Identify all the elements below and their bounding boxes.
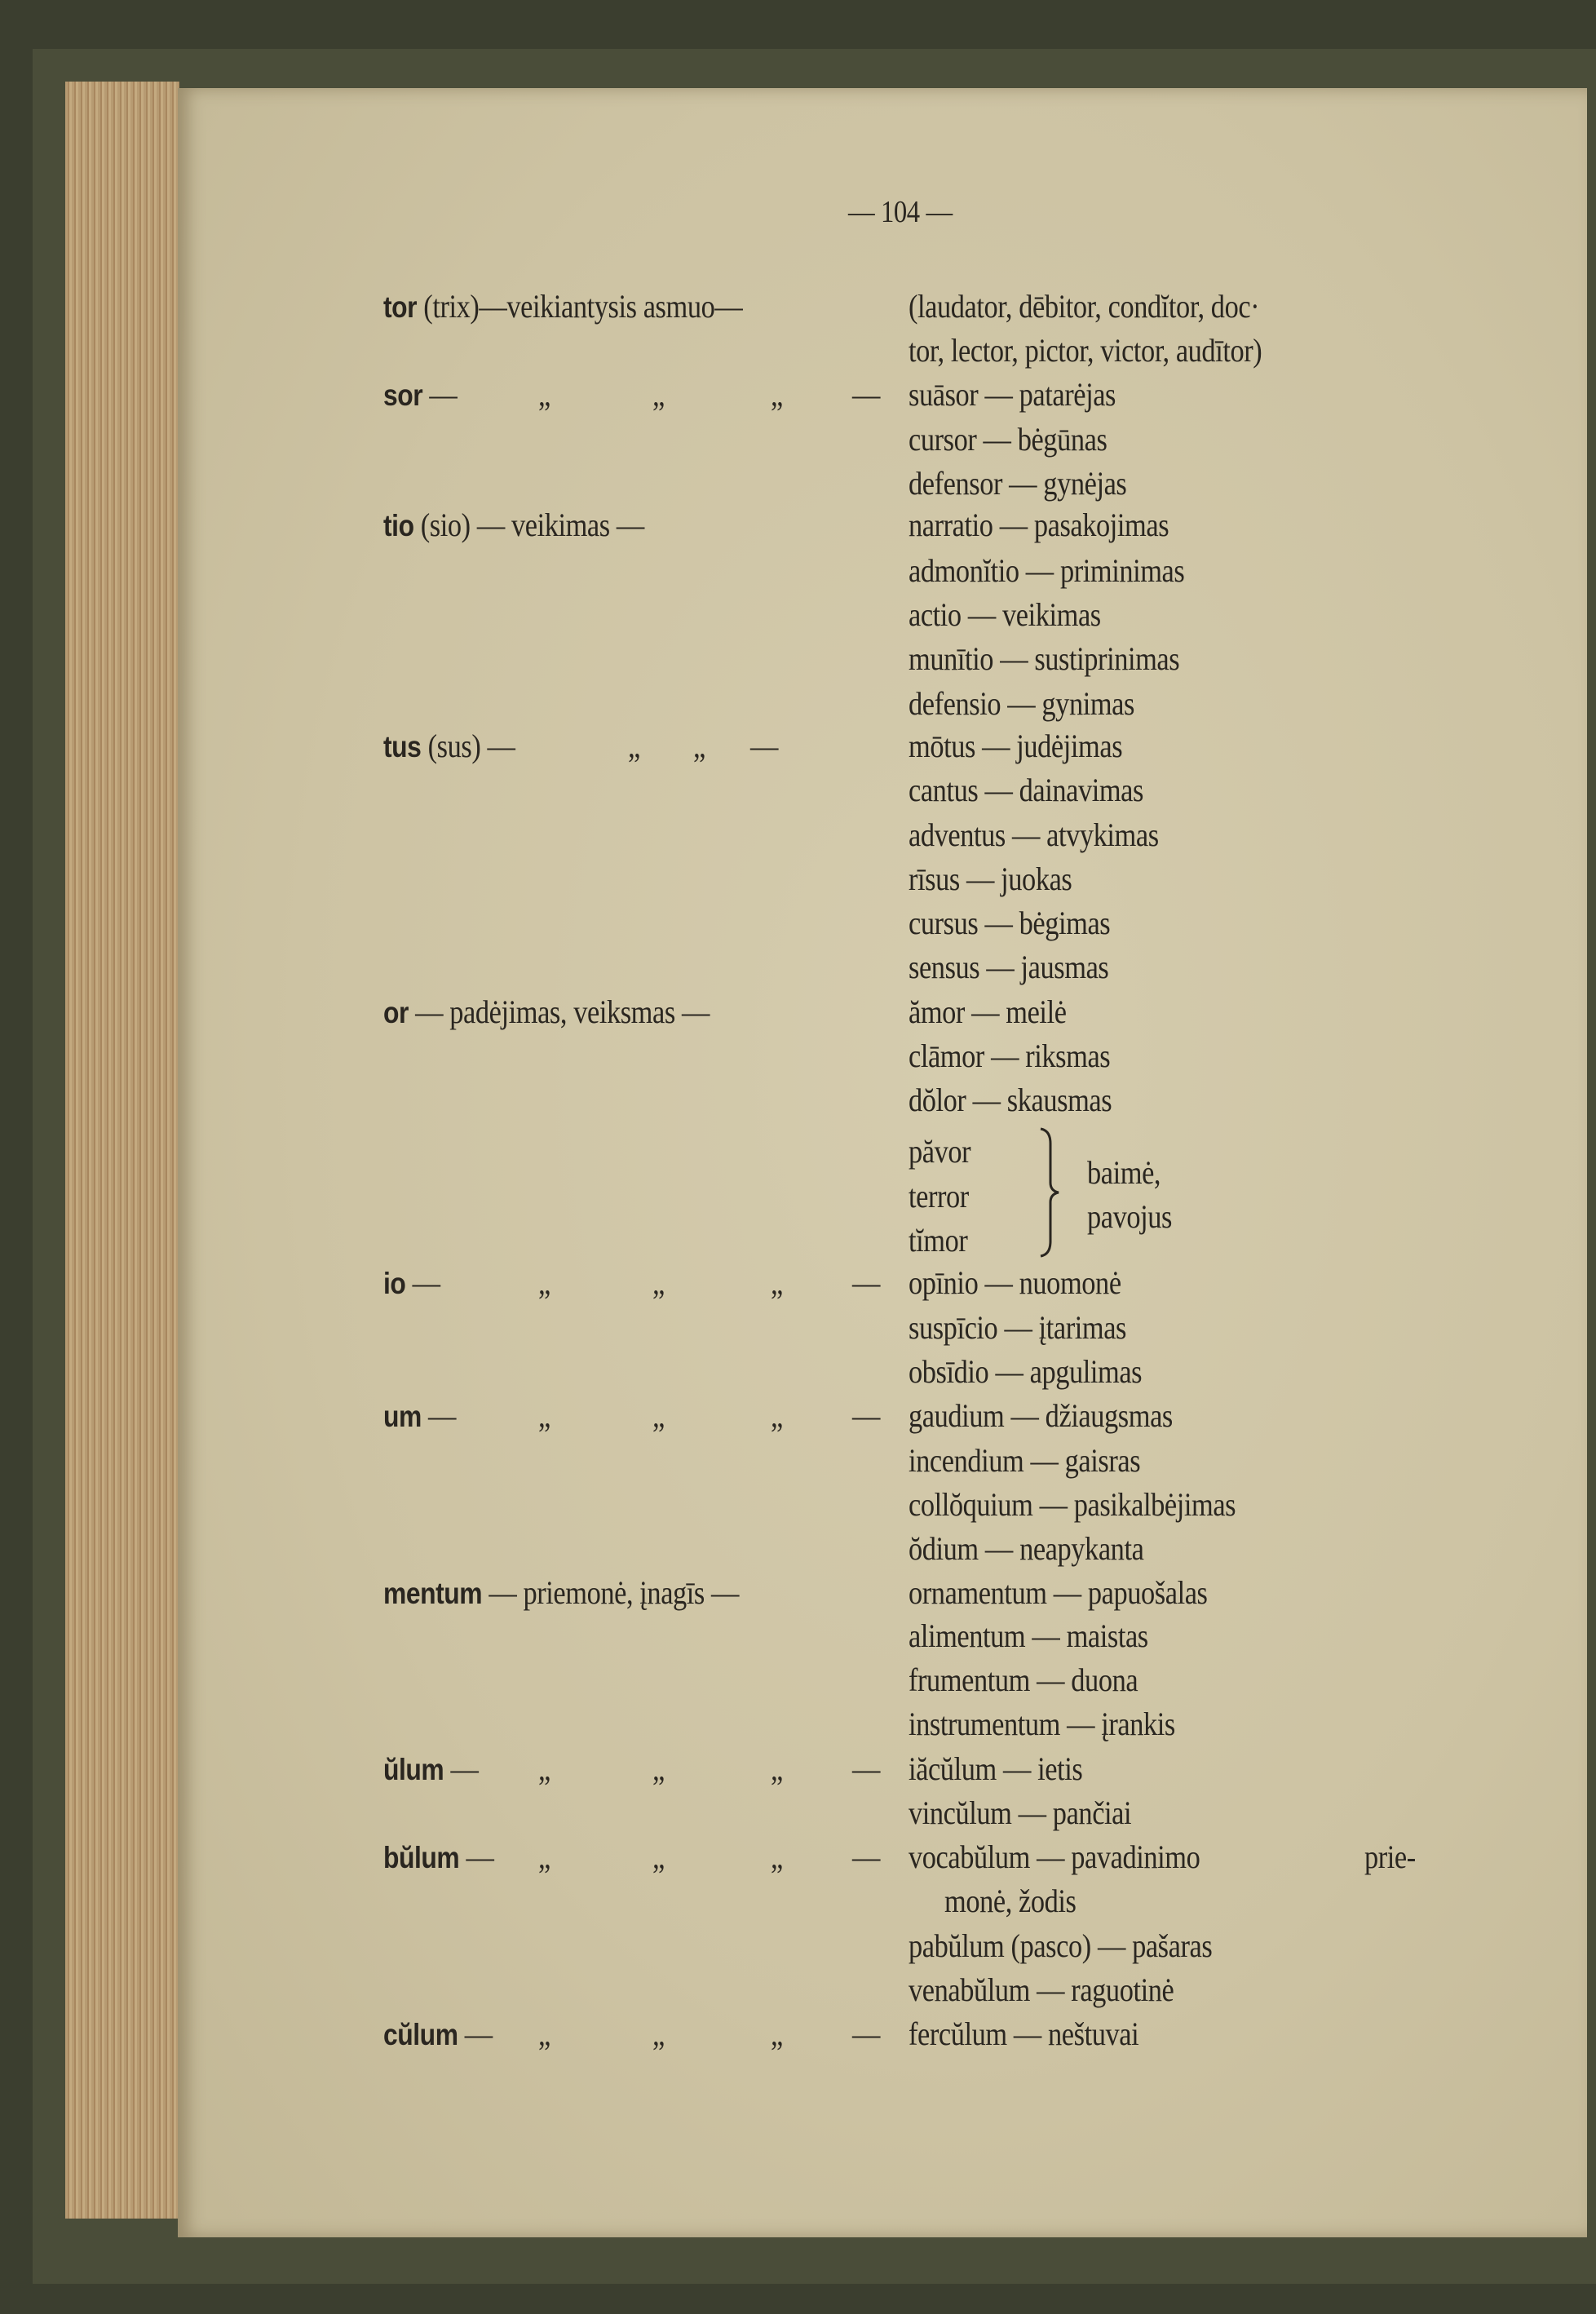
example-word: suspīcio — įtarimas xyxy=(909,1308,1127,1346)
example-word: ŏdium — neapykanta xyxy=(909,1530,1144,1568)
suffix: bŭlum xyxy=(383,1841,460,1875)
example-word: dŏlor — skausmas xyxy=(909,1082,1112,1119)
suffix-meaning: (trix)—veikiantysis asmuo— xyxy=(417,287,743,325)
suffix-row-label xyxy=(383,727,515,765)
ditto-mark: „ xyxy=(652,2015,665,2053)
suffix-row-label xyxy=(383,1396,456,1435)
brace-meaning: baimė, xyxy=(1087,1153,1161,1191)
example-word: actio — veikimas xyxy=(909,595,1101,633)
suffix: mentum xyxy=(383,1577,483,1611)
page-edges xyxy=(65,82,179,2219)
example-word: iăcŭlum — ietis xyxy=(909,1750,1083,1787)
ditto-mark: „ xyxy=(538,1264,550,1302)
example-word: fercŭlum — neštuvai xyxy=(909,2015,1139,2053)
example-word: frumentum — duona xyxy=(909,1661,1138,1699)
dash: — xyxy=(852,1750,880,1787)
ditto-mark: „ xyxy=(693,727,705,764)
dash: — xyxy=(852,376,880,414)
suffix-row-label xyxy=(383,1750,478,1788)
suffix: sor xyxy=(383,378,423,413)
example-word: defensio — gynimas xyxy=(909,684,1134,722)
example-word: cursor — bėgūnas xyxy=(909,420,1107,458)
suffix-meaning: — priemonė, įnagīs — xyxy=(482,1574,740,1612)
example-word: suāsor — patarėjas xyxy=(909,376,1116,414)
dash: — xyxy=(852,1264,880,1302)
ditto-mark: „ xyxy=(652,1397,665,1435)
example-word: incendium — gaisras xyxy=(909,1441,1141,1479)
ditto-mark: „ xyxy=(538,2015,550,2053)
example-word: vocabŭlum — pavadinimo xyxy=(909,1838,1200,1876)
brace-word: tĭmor xyxy=(909,1221,968,1259)
example-word: admonĭtio — priminimas xyxy=(909,551,1185,589)
example-word: sensus — jausmas xyxy=(909,949,1109,986)
ditto-mark: „ xyxy=(771,376,783,414)
example-word: mōtus — judėjimas xyxy=(909,727,1123,764)
brace-meaning: pavojus xyxy=(1087,1198,1173,1236)
suffix: or xyxy=(383,995,409,1029)
suffix-meaning: — xyxy=(405,1264,440,1302)
dash: — xyxy=(852,2015,880,2053)
suffix: um xyxy=(383,1400,422,1434)
example-word: opīnio — nuomonė xyxy=(909,1264,1121,1302)
ditto-mark: „ xyxy=(771,1397,783,1435)
example-word: venabŭlum — raguotinė xyxy=(909,1971,1174,2008)
ditto-mark: „ xyxy=(652,376,665,414)
suffix-meaning: — padėjimas, veiksmas — xyxy=(408,993,710,1030)
example-word: defensor — gynėjas xyxy=(909,464,1127,502)
ditto-mark: „ xyxy=(538,1838,550,1876)
example-word: clāmor — riksmas xyxy=(909,1037,1111,1074)
example-word: obsīdio — apgulimas xyxy=(909,1352,1143,1390)
suffix-meaning: (sio) — veikimas — xyxy=(413,506,644,543)
hyphenated-continuation: prie- xyxy=(1364,1838,1416,1876)
example-word: cursus — bėgimas xyxy=(909,905,1111,942)
brace-mark xyxy=(1037,1127,1062,1258)
suffix-row-label xyxy=(383,993,710,1031)
brace-word: păvor xyxy=(909,1133,971,1170)
ditto-mark: „ xyxy=(771,1750,783,1787)
suffix-row-label xyxy=(383,2015,493,2053)
ditto-mark: „ xyxy=(771,1838,783,1876)
example-word: cantus — dainavimas xyxy=(909,772,1143,809)
suffix-meaning: — xyxy=(421,1397,457,1435)
example-word: alimentum — maistas xyxy=(909,1617,1148,1654)
ditto-mark: „ xyxy=(628,727,640,764)
brace-word: terror xyxy=(909,1177,969,1215)
ditto-mark: „ xyxy=(771,1264,783,1302)
ditto-mark: „ xyxy=(538,1750,550,1787)
suffix: ŭlum xyxy=(383,1752,444,1786)
suffix-meaning: (sus) — xyxy=(421,727,515,764)
suffix: tio xyxy=(383,508,414,542)
suffix-meaning: — xyxy=(444,1750,479,1787)
dash: — xyxy=(852,1397,880,1435)
suffix: tus xyxy=(383,729,422,763)
example-word: monė, žodis xyxy=(944,1883,1077,1920)
example-word: (laudator, dēbitor, condĭtor, doc· xyxy=(909,287,1260,325)
suffix: io xyxy=(383,1267,406,1301)
suffix-meaning: — xyxy=(459,1838,494,1876)
suffix-row-label xyxy=(383,287,742,325)
suffix-row-label xyxy=(383,1838,493,1876)
ditto-mark: „ xyxy=(771,2015,783,2053)
example-word: narratio — pasakojimas xyxy=(909,506,1169,543)
dash: — xyxy=(750,727,778,764)
example-word: tor, lector, pictor, victor, audītor) xyxy=(909,332,1262,369)
suffix-meaning: — xyxy=(458,2015,493,2053)
suffix-row-label xyxy=(383,1573,739,1612)
suffix-meaning: — xyxy=(422,376,458,414)
ditto-mark: „ xyxy=(652,1750,665,1787)
dash: — xyxy=(852,1838,880,1876)
example-word: collŏquium — pasikalbėjimas xyxy=(909,1485,1236,1523)
example-word: munītio — sustiprinimas xyxy=(909,640,1180,678)
example-word: pabŭlum (pasco) — pašaras xyxy=(909,1927,1213,1964)
example-word: ornamentum — papuošalas xyxy=(909,1574,1208,1612)
ditto-mark: „ xyxy=(652,1264,665,1302)
example-word: adventus — atvykimas xyxy=(909,816,1159,853)
example-word: gaudium — džiaugsmas xyxy=(909,1397,1173,1435)
example-word: ămor — meilė xyxy=(909,993,1067,1030)
suffix: cŭlum xyxy=(383,2018,458,2052)
suffix: tor xyxy=(383,290,418,324)
suffix-row-label xyxy=(383,1263,440,1302)
example-word: vincŭlum — pančiai xyxy=(909,1794,1132,1831)
ditto-mark: „ xyxy=(538,376,550,414)
ditto-mark: „ xyxy=(538,1397,550,1435)
ditto-mark: „ xyxy=(652,1838,665,1876)
suffix-row-label xyxy=(383,375,457,414)
example-word: instrumentum — įrankis xyxy=(909,1706,1175,1743)
page-number: — 104 — xyxy=(848,195,953,229)
suffix-row-label xyxy=(383,506,644,544)
example-word: rīsus — juokas xyxy=(909,860,1072,897)
